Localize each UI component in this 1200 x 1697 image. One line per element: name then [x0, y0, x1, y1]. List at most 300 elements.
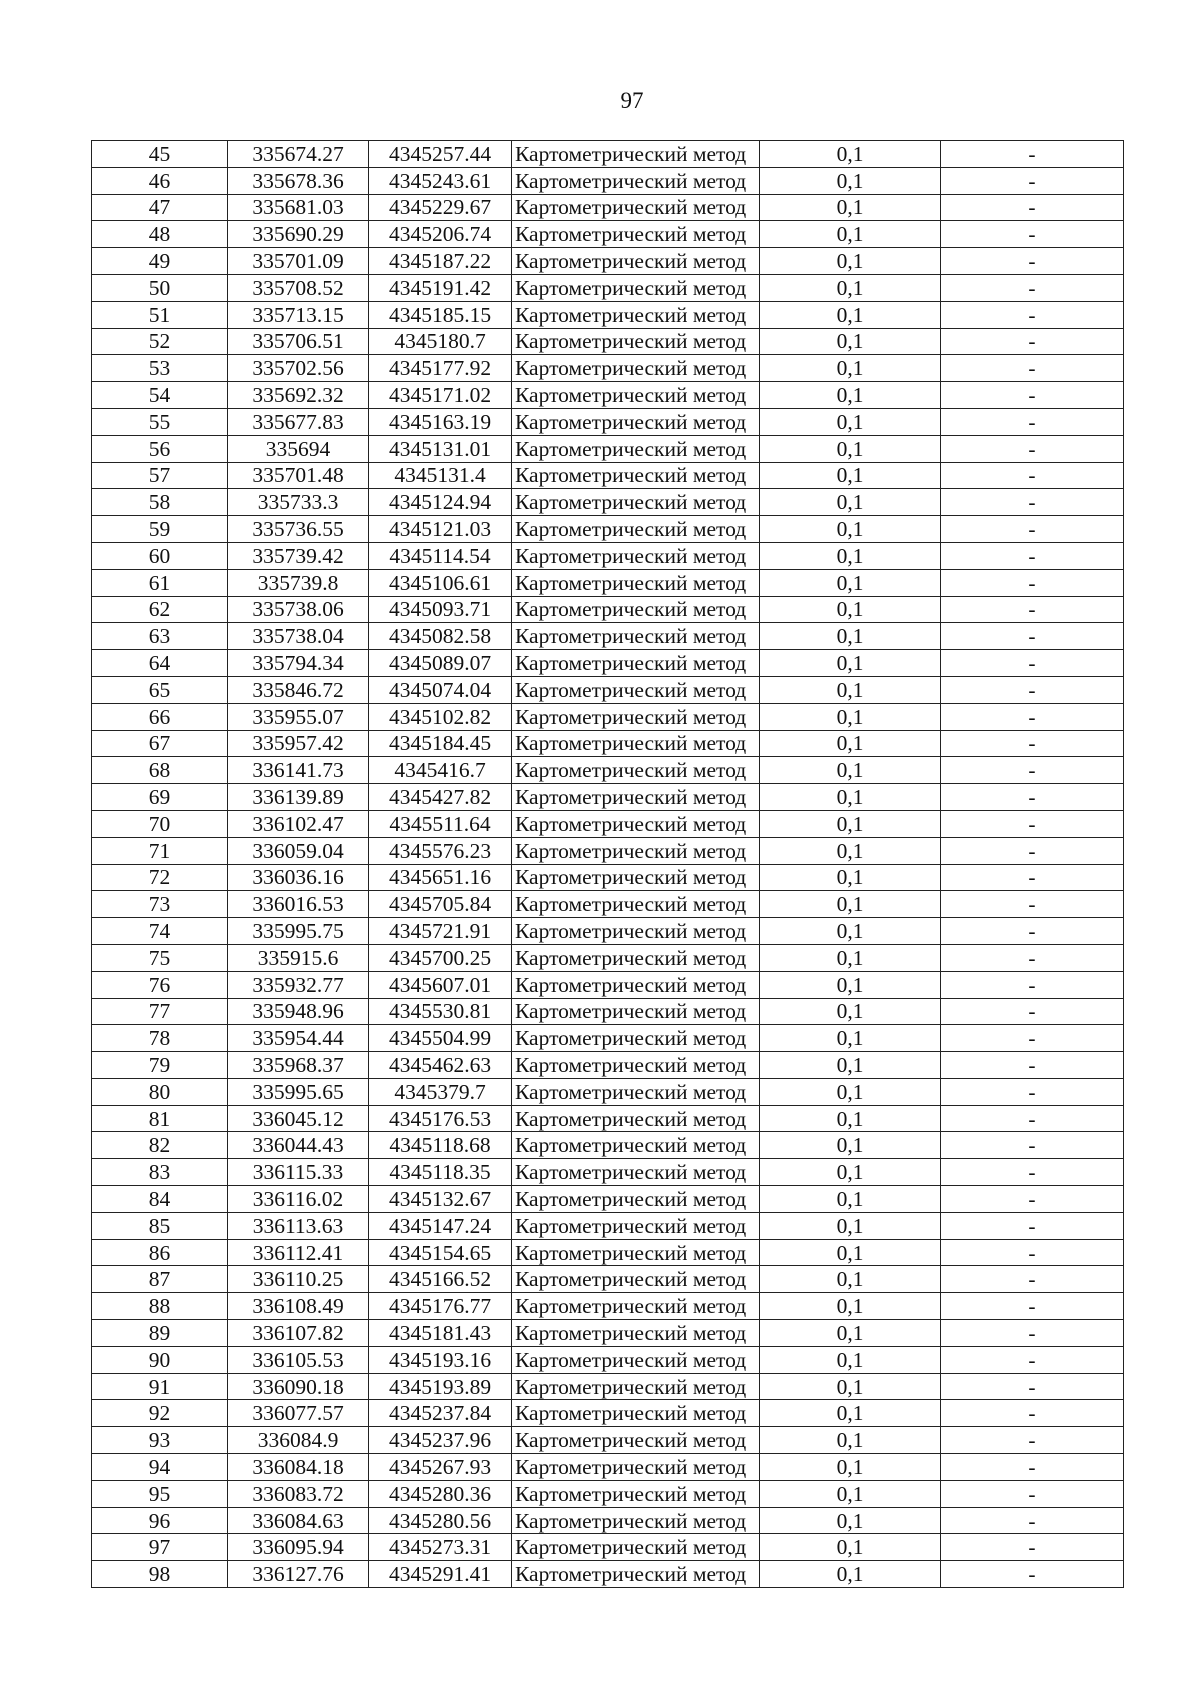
- point-number-cell: 94: [92, 1454, 228, 1481]
- accuracy-cell: 0,1: [760, 757, 941, 784]
- y-coordinate-cell: 4345416.7: [369, 757, 512, 784]
- point-number-cell: 54: [92, 382, 228, 409]
- x-coordinate-cell: 336077.57: [228, 1400, 369, 1427]
- x-coordinate-cell: 335708.52: [228, 274, 369, 301]
- table-row: [92, 1266, 1124, 1293]
- x-coordinate-cell: 335701.48: [228, 462, 369, 489]
- table-row: [92, 1105, 1124, 1132]
- table-row: [92, 1078, 1124, 1105]
- point-number-cell: 87: [92, 1266, 228, 1293]
- point-number-cell: 93: [92, 1427, 228, 1454]
- accuracy-cell: 0,1: [760, 408, 941, 435]
- table-row: [92, 194, 1124, 221]
- method-cell: Картометрический метод: [512, 757, 760, 784]
- note-cell: -: [941, 1320, 1124, 1347]
- table-row: [92, 891, 1124, 918]
- accuracy-cell: 0,1: [760, 1427, 941, 1454]
- note-cell: -: [941, 1266, 1124, 1293]
- page-number: 97: [620, 88, 644, 113]
- y-coordinate-cell: 4345193.89: [369, 1373, 512, 1400]
- x-coordinate-cell: 336113.63: [228, 1212, 369, 1239]
- accuracy-cell: 0,1: [760, 248, 941, 275]
- point-number-cell: 47: [92, 194, 228, 221]
- note-cell: -: [941, 784, 1124, 811]
- point-number-cell: 46: [92, 167, 228, 194]
- method-cell: Картометрический метод: [512, 1454, 760, 1481]
- accuracy-cell: 0,1: [760, 542, 941, 569]
- x-coordinate-cell: 335954.44: [228, 1025, 369, 1052]
- note-cell: -: [941, 944, 1124, 971]
- x-coordinate-cell: 335794.34: [228, 650, 369, 677]
- accuracy-cell: 0,1: [760, 837, 941, 864]
- accuracy-cell: 0,1: [760, 918, 941, 945]
- table-row: [92, 864, 1124, 891]
- y-coordinate-cell: 4345118.35: [369, 1159, 512, 1186]
- note-cell: -: [941, 1346, 1124, 1373]
- x-coordinate-cell: 335694: [228, 435, 369, 462]
- point-number-cell: 74: [92, 918, 228, 945]
- method-cell: Картометрический метод: [512, 1534, 760, 1561]
- point-number-cell: 88: [92, 1293, 228, 1320]
- note-cell: -: [941, 1534, 1124, 1561]
- y-coordinate-cell: 4345185.15: [369, 301, 512, 328]
- method-cell: Картометрический метод: [512, 944, 760, 971]
- x-coordinate-cell: 335968.37: [228, 1052, 369, 1079]
- x-coordinate-cell: 336102.47: [228, 810, 369, 837]
- y-coordinate-cell: 4345132.67: [369, 1186, 512, 1213]
- x-coordinate-cell: 336116.02: [228, 1186, 369, 1213]
- table-row: [92, 1480, 1124, 1507]
- accuracy-cell: 0,1: [760, 998, 941, 1025]
- method-cell: Картометрический метод: [512, 301, 760, 328]
- point-number-cell: 96: [92, 1507, 228, 1534]
- y-coordinate-cell: 4345607.01: [369, 971, 512, 998]
- note-cell: -: [941, 998, 1124, 1025]
- method-cell: Картометрический метод: [512, 1159, 760, 1186]
- accuracy-cell: 0,1: [760, 1534, 941, 1561]
- note-cell: -: [941, 757, 1124, 784]
- y-coordinate-cell: 4345379.7: [369, 1078, 512, 1105]
- x-coordinate-cell: 335690.29: [228, 221, 369, 248]
- y-coordinate-cell: 4345721.91: [369, 918, 512, 945]
- y-coordinate-cell: 4345082.58: [369, 623, 512, 650]
- y-coordinate-cell: 4345102.82: [369, 703, 512, 730]
- point-number-cell: 53: [92, 355, 228, 382]
- accuracy-cell: 0,1: [760, 944, 941, 971]
- method-cell: Картометрический метод: [512, 971, 760, 998]
- table-row: [92, 918, 1124, 945]
- x-coordinate-cell: 336108.49: [228, 1293, 369, 1320]
- point-number-cell: 83: [92, 1159, 228, 1186]
- y-coordinate-cell: 4345700.25: [369, 944, 512, 971]
- x-coordinate-cell: 336016.53: [228, 891, 369, 918]
- x-coordinate-cell: 335677.83: [228, 408, 369, 435]
- y-coordinate-cell: 4345131.01: [369, 435, 512, 462]
- table-row: [92, 382, 1124, 409]
- accuracy-cell: 0,1: [760, 810, 941, 837]
- note-cell: -: [941, 730, 1124, 757]
- y-coordinate-cell: 4345280.56: [369, 1507, 512, 1534]
- note-cell: -: [941, 596, 1124, 623]
- method-cell: Картометрический метод: [512, 221, 760, 248]
- table-row: [92, 435, 1124, 462]
- point-number-cell: 86: [92, 1239, 228, 1266]
- point-number-cell: 59: [92, 516, 228, 543]
- point-number-cell: 62: [92, 596, 228, 623]
- table-row: [92, 596, 1124, 623]
- accuracy-cell: 0,1: [760, 596, 941, 623]
- method-cell: Картометрический метод: [512, 1025, 760, 1052]
- accuracy-cell: 0,1: [760, 1266, 941, 1293]
- accuracy-cell: 0,1: [760, 1293, 941, 1320]
- note-cell: -: [941, 703, 1124, 730]
- point-number-cell: 55: [92, 408, 228, 435]
- table-row: [92, 221, 1124, 248]
- y-coordinate-cell: 4345280.36: [369, 1480, 512, 1507]
- method-cell: Картометрический метод: [512, 167, 760, 194]
- accuracy-cell: 0,1: [760, 194, 941, 221]
- x-coordinate-cell: 335702.56: [228, 355, 369, 382]
- method-cell: Картометрический метод: [512, 516, 760, 543]
- note-cell: -: [941, 141, 1124, 168]
- point-number-cell: 71: [92, 837, 228, 864]
- table-row: [92, 516, 1124, 543]
- note-cell: -: [941, 1132, 1124, 1159]
- coordinates-table-body: [92, 141, 1124, 1588]
- x-coordinate-cell: 336059.04: [228, 837, 369, 864]
- x-coordinate-cell: 335736.55: [228, 516, 369, 543]
- point-number-cell: 91: [92, 1373, 228, 1400]
- y-coordinate-cell: 4345093.71: [369, 596, 512, 623]
- table-row: [92, 1534, 1124, 1561]
- method-cell: Картометрический метод: [512, 462, 760, 489]
- x-coordinate-cell: 335995.75: [228, 918, 369, 945]
- table-row: [92, 1293, 1124, 1320]
- method-cell: Картометрический метод: [512, 1212, 760, 1239]
- y-coordinate-cell: 4345147.24: [369, 1212, 512, 1239]
- note-cell: -: [941, 1373, 1124, 1400]
- method-cell: Картометрический метод: [512, 864, 760, 891]
- y-coordinate-cell: 4345131.4: [369, 462, 512, 489]
- point-number-cell: 50: [92, 274, 228, 301]
- method-cell: Картометрический метод: [512, 1427, 760, 1454]
- method-cell: Картометрический метод: [512, 1078, 760, 1105]
- accuracy-cell: 0,1: [760, 1239, 941, 1266]
- x-coordinate-cell: 336110.25: [228, 1266, 369, 1293]
- accuracy-cell: 0,1: [760, 1561, 941, 1588]
- point-number-cell: 49: [92, 248, 228, 275]
- table-row: [92, 355, 1124, 382]
- point-number-cell: 64: [92, 650, 228, 677]
- method-cell: Картометрический метод: [512, 194, 760, 221]
- method-cell: Картометрический метод: [512, 569, 760, 596]
- table-row: [92, 757, 1124, 784]
- x-coordinate-cell: 336090.18: [228, 1373, 369, 1400]
- point-number-cell: 61: [92, 569, 228, 596]
- table-row: [92, 837, 1124, 864]
- method-cell: Картометрический метод: [512, 810, 760, 837]
- accuracy-cell: 0,1: [760, 1373, 941, 1400]
- point-number-cell: 92: [92, 1400, 228, 1427]
- y-coordinate-cell: 4345171.02: [369, 382, 512, 409]
- point-number-cell: 45: [92, 141, 228, 168]
- point-number-cell: 72: [92, 864, 228, 891]
- method-cell: Картометрический метод: [512, 1480, 760, 1507]
- table-row: [92, 650, 1124, 677]
- table-row: [92, 623, 1124, 650]
- accuracy-cell: 0,1: [760, 676, 941, 703]
- x-coordinate-cell: 336112.41: [228, 1239, 369, 1266]
- note-cell: -: [941, 194, 1124, 221]
- note-cell: -: [941, 301, 1124, 328]
- note-cell: -: [941, 864, 1124, 891]
- table-row: [92, 301, 1124, 328]
- method-cell: Картометрический метод: [512, 1105, 760, 1132]
- y-coordinate-cell: 4345184.45: [369, 730, 512, 757]
- y-coordinate-cell: 4345273.31: [369, 1534, 512, 1561]
- accuracy-cell: 0,1: [760, 221, 941, 248]
- x-coordinate-cell: 335739.8: [228, 569, 369, 596]
- method-cell: Картометрический метод: [512, 489, 760, 516]
- y-coordinate-cell: 4345237.96: [369, 1427, 512, 1454]
- accuracy-cell: 0,1: [760, 355, 941, 382]
- point-number-cell: 85: [92, 1212, 228, 1239]
- method-cell: Картометрический метод: [512, 1320, 760, 1347]
- y-coordinate-cell: 4345462.63: [369, 1052, 512, 1079]
- method-cell: Картометрический метод: [512, 596, 760, 623]
- accuracy-cell: 0,1: [760, 623, 941, 650]
- table-row: [92, 274, 1124, 301]
- note-cell: -: [941, 435, 1124, 462]
- point-number-cell: 77: [92, 998, 228, 1025]
- note-cell: -: [941, 221, 1124, 248]
- point-number-cell: 75: [92, 944, 228, 971]
- accuracy-cell: 0,1: [760, 382, 941, 409]
- y-coordinate-cell: 4345243.61: [369, 167, 512, 194]
- accuracy-cell: 0,1: [760, 1400, 941, 1427]
- point-number-cell: 51: [92, 301, 228, 328]
- accuracy-cell: 0,1: [760, 1212, 941, 1239]
- accuracy-cell: 0,1: [760, 971, 941, 998]
- note-cell: -: [941, 382, 1124, 409]
- accuracy-cell: 0,1: [760, 1320, 941, 1347]
- method-cell: Картометрический метод: [512, 328, 760, 355]
- note-cell: -: [941, 542, 1124, 569]
- table-row: [92, 141, 1124, 168]
- method-cell: Картометрический метод: [512, 1400, 760, 1427]
- y-coordinate-cell: 4345257.44: [369, 141, 512, 168]
- accuracy-cell: 0,1: [760, 1132, 941, 1159]
- point-number-cell: 76: [92, 971, 228, 998]
- y-coordinate-cell: 4345705.84: [369, 891, 512, 918]
- method-cell: Картометрический метод: [512, 998, 760, 1025]
- note-cell: -: [941, 918, 1124, 945]
- y-coordinate-cell: 4345121.03: [369, 516, 512, 543]
- x-coordinate-cell: 335948.96: [228, 998, 369, 1025]
- table-row: [92, 408, 1124, 435]
- y-coordinate-cell: 4345237.84: [369, 1400, 512, 1427]
- point-number-cell: 84: [92, 1186, 228, 1213]
- point-number-cell: 79: [92, 1052, 228, 1079]
- point-number-cell: 48: [92, 221, 228, 248]
- accuracy-cell: 0,1: [760, 274, 941, 301]
- method-cell: Картометрический метод: [512, 248, 760, 275]
- table-row: [92, 1052, 1124, 1079]
- point-number-cell: 69: [92, 784, 228, 811]
- x-coordinate-cell: 335738.06: [228, 596, 369, 623]
- note-cell: -: [941, 1293, 1124, 1320]
- y-coordinate-cell: 4345106.61: [369, 569, 512, 596]
- table-row: [92, 1132, 1124, 1159]
- note-cell: -: [941, 1427, 1124, 1454]
- table-row: [92, 1561, 1124, 1588]
- note-cell: -: [941, 1052, 1124, 1079]
- point-number-cell: 68: [92, 757, 228, 784]
- accuracy-cell: 0,1: [760, 489, 941, 516]
- x-coordinate-cell: 336044.43: [228, 1132, 369, 1159]
- y-coordinate-cell: 4345511.64: [369, 810, 512, 837]
- note-cell: -: [941, 1400, 1124, 1427]
- note-cell: -: [941, 650, 1124, 677]
- y-coordinate-cell: 4345291.41: [369, 1561, 512, 1588]
- y-coordinate-cell: 4345154.65: [369, 1239, 512, 1266]
- method-cell: Картометрический метод: [512, 703, 760, 730]
- x-coordinate-cell: 335738.04: [228, 623, 369, 650]
- note-cell: -: [941, 1239, 1124, 1266]
- x-coordinate-cell: 335674.27: [228, 141, 369, 168]
- method-cell: Картометрический метод: [512, 542, 760, 569]
- point-number-cell: 52: [92, 328, 228, 355]
- note-cell: -: [941, 516, 1124, 543]
- method-cell: Картометрический метод: [512, 1561, 760, 1588]
- table-row: [92, 1507, 1124, 1534]
- point-number-cell: 89: [92, 1320, 228, 1347]
- accuracy-cell: 0,1: [760, 1507, 941, 1534]
- table-row: [92, 248, 1124, 275]
- y-coordinate-cell: 4345229.67: [369, 194, 512, 221]
- method-cell: Картометрический метод: [512, 355, 760, 382]
- table-row: [92, 944, 1124, 971]
- table-row: [92, 1159, 1124, 1186]
- x-coordinate-cell: 335733.3: [228, 489, 369, 516]
- table-row: [92, 1346, 1124, 1373]
- note-cell: -: [941, 1186, 1124, 1213]
- table-row: [92, 703, 1124, 730]
- x-coordinate-cell: 336083.72: [228, 1480, 369, 1507]
- accuracy-cell: 0,1: [760, 1025, 941, 1052]
- point-number-cell: 78: [92, 1025, 228, 1052]
- x-coordinate-cell: 335678.36: [228, 167, 369, 194]
- note-cell: -: [941, 971, 1124, 998]
- note-cell: -: [941, 891, 1124, 918]
- point-number-cell: 81: [92, 1105, 228, 1132]
- note-cell: -: [941, 462, 1124, 489]
- x-coordinate-cell: 335692.32: [228, 382, 369, 409]
- table-row: [92, 971, 1124, 998]
- x-coordinate-cell: 336141.73: [228, 757, 369, 784]
- method-cell: Картометрический метод: [512, 1346, 760, 1373]
- note-cell: -: [941, 1212, 1124, 1239]
- x-coordinate-cell: 336115.33: [228, 1159, 369, 1186]
- method-cell: Картометрический метод: [512, 1132, 760, 1159]
- point-number-cell: 98: [92, 1561, 228, 1588]
- accuracy-cell: 0,1: [760, 1078, 941, 1105]
- accuracy-cell: 0,1: [760, 516, 941, 543]
- table-row: [92, 328, 1124, 355]
- method-cell: Картометрический метод: [512, 1239, 760, 1266]
- accuracy-cell: 0,1: [760, 167, 941, 194]
- note-cell: -: [941, 355, 1124, 382]
- note-cell: -: [941, 1454, 1124, 1481]
- note-cell: -: [941, 274, 1124, 301]
- x-coordinate-cell: 336105.53: [228, 1346, 369, 1373]
- x-coordinate-cell: 336107.82: [228, 1320, 369, 1347]
- table-row: [92, 1400, 1124, 1427]
- method-cell: Картометрический метод: [512, 918, 760, 945]
- accuracy-cell: 0,1: [760, 1105, 941, 1132]
- table-row: [92, 1186, 1124, 1213]
- accuracy-cell: 0,1: [760, 1454, 941, 1481]
- note-cell: -: [941, 1159, 1124, 1186]
- point-number-cell: 60: [92, 542, 228, 569]
- y-coordinate-cell: 4345166.52: [369, 1266, 512, 1293]
- x-coordinate-cell: 336084.18: [228, 1454, 369, 1481]
- table-row: [92, 998, 1124, 1025]
- note-cell: -: [941, 1561, 1124, 1588]
- point-number-cell: 70: [92, 810, 228, 837]
- point-number-cell: 97: [92, 1534, 228, 1561]
- x-coordinate-cell: 335915.6: [228, 944, 369, 971]
- note-cell: -: [941, 623, 1124, 650]
- y-coordinate-cell: 4345118.68: [369, 1132, 512, 1159]
- method-cell: Картометрический метод: [512, 1186, 760, 1213]
- method-cell: Картометрический метод: [512, 1373, 760, 1400]
- accuracy-cell: 0,1: [760, 891, 941, 918]
- y-coordinate-cell: 4345427.82: [369, 784, 512, 811]
- note-cell: -: [941, 248, 1124, 275]
- table-row: [92, 489, 1124, 516]
- accuracy-cell: 0,1: [760, 864, 941, 891]
- y-coordinate-cell: 4345163.19: [369, 408, 512, 435]
- x-coordinate-cell: 335955.07: [228, 703, 369, 730]
- note-cell: -: [941, 1078, 1124, 1105]
- y-coordinate-cell: 4345267.93: [369, 1454, 512, 1481]
- accuracy-cell: 0,1: [760, 435, 941, 462]
- x-coordinate-cell: 336095.94: [228, 1534, 369, 1561]
- table-row: [92, 1212, 1124, 1239]
- point-number-cell: 65: [92, 676, 228, 703]
- x-coordinate-cell: 335739.42: [228, 542, 369, 569]
- x-coordinate-cell: 335701.09: [228, 248, 369, 275]
- point-number-cell: 58: [92, 489, 228, 516]
- accuracy-cell: 0,1: [760, 1186, 941, 1213]
- point-number-cell: 90: [92, 1346, 228, 1373]
- table-row: [92, 730, 1124, 757]
- x-coordinate-cell: 335706.51: [228, 328, 369, 355]
- accuracy-cell: 0,1: [760, 1346, 941, 1373]
- accuracy-cell: 0,1: [760, 1159, 941, 1186]
- point-number-cell: 66: [92, 703, 228, 730]
- x-coordinate-cell: 335932.77: [228, 971, 369, 998]
- point-number-cell: 63: [92, 623, 228, 650]
- note-cell: -: [941, 167, 1124, 194]
- y-coordinate-cell: 4345181.43: [369, 1320, 512, 1347]
- method-cell: Картометрический метод: [512, 1293, 760, 1320]
- note-cell: -: [941, 328, 1124, 355]
- y-coordinate-cell: 4345651.16: [369, 864, 512, 891]
- y-coordinate-cell: 4345187.22: [369, 248, 512, 275]
- x-coordinate-cell: 335846.72: [228, 676, 369, 703]
